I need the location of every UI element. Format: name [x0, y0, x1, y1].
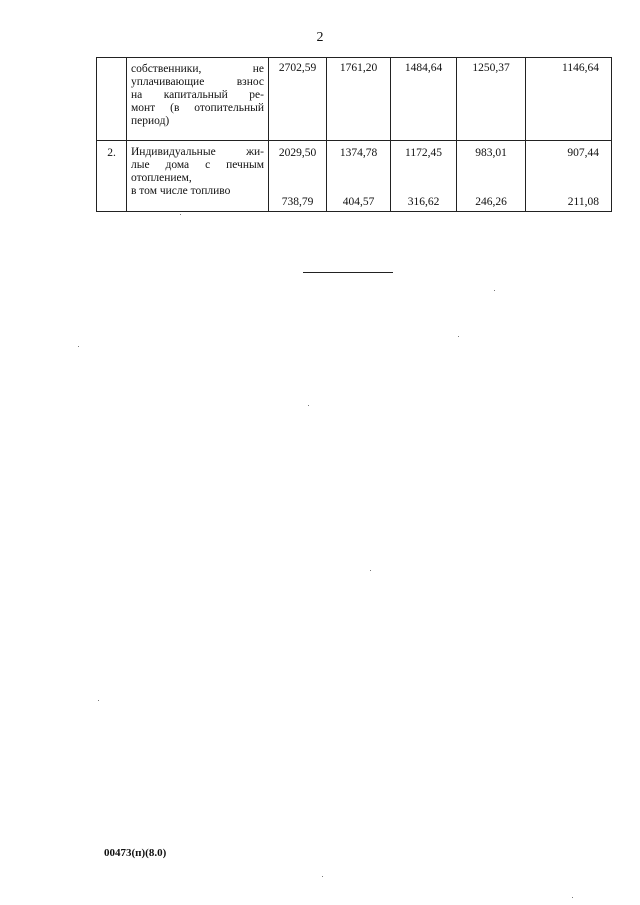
value-total: 983,01	[475, 147, 507, 159]
page-number: 2	[316, 30, 324, 45]
value-cell	[269, 141, 327, 212]
value-cell: 2702,59	[269, 58, 327, 141]
value-total: 907,44	[567, 147, 599, 159]
value-fuel: 316,62	[407, 196, 440, 208]
value-cell: 1250,37	[457, 58, 526, 141]
scan-speck	[180, 214, 181, 215]
row-number: 2.	[97, 141, 127, 212]
document-code: 00473(п)(8.0)	[104, 847, 167, 859]
description-line: на капитальный ре-	[131, 89, 264, 101]
value-total: 1374,78	[339, 147, 378, 159]
value-cell	[457, 141, 526, 212]
scan-speck	[308, 405, 309, 406]
scan-speck	[322, 876, 323, 877]
description-line: монт (в отопительный	[131, 102, 264, 114]
value-total: 1172,45	[405, 147, 442, 159]
description-line: собственники, не	[131, 63, 264, 75]
scan-speck	[458, 336, 459, 337]
value-cell: 1484,64	[391, 58, 457, 141]
row-number	[97, 58, 127, 141]
value-cell	[391, 141, 457, 212]
value-fuel: 738,79	[281, 196, 314, 208]
scan-speck	[494, 290, 495, 291]
scan-speck	[78, 346, 79, 347]
row-description	[127, 58, 269, 141]
table-row	[97, 58, 612, 141]
value-cell	[526, 141, 612, 212]
description-line: Индивидуальные жи-	[131, 146, 264, 158]
value-cell	[327, 141, 391, 212]
value-fuel: 246,26	[475, 196, 507, 208]
value-fuel: 211,08	[567, 196, 599, 208]
table-row	[97, 141, 612, 212]
tariff-table	[96, 57, 612, 212]
description-line: отоплением,	[131, 172, 192, 184]
row-description	[127, 141, 269, 212]
end-divider-line	[303, 272, 393, 273]
scan-speck	[370, 570, 371, 571]
description-line: лые дома с печным	[131, 159, 264, 171]
description-line: период)	[131, 115, 170, 127]
scan-speck	[572, 897, 573, 898]
description-line: уплачивающие взнос	[131, 76, 264, 88]
description-line: в том числе топливо	[131, 185, 231, 197]
value-cell: 1146,64	[526, 58, 612, 141]
value-total: 2029,50	[278, 147, 317, 159]
value-cell: 1761,20	[327, 58, 391, 141]
value-fuel: 404,57	[342, 196, 375, 208]
scan-speck	[98, 700, 99, 701]
